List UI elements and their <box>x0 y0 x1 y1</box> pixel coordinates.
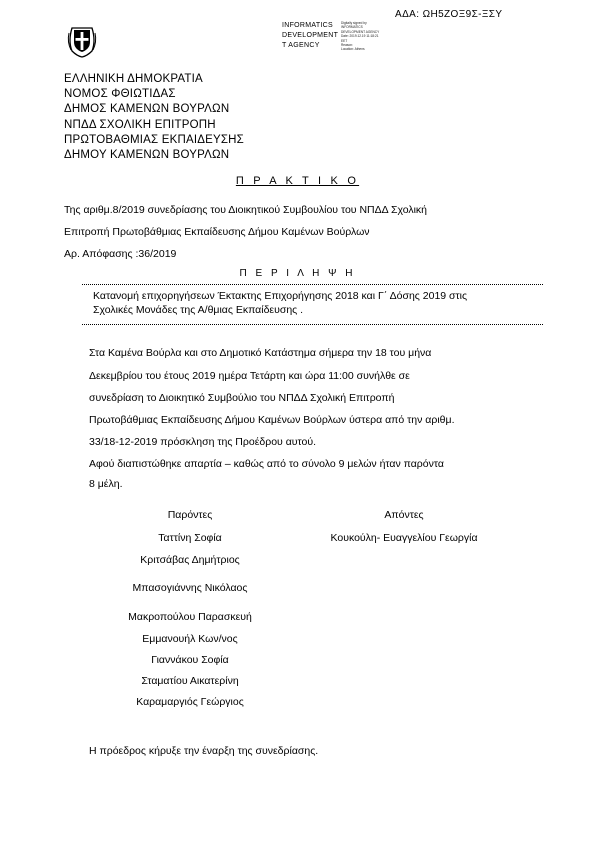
summary-text <box>93 289 467 317</box>
header-line: ΝΠΔΔ ΣΧΟΛΙΚΗ ΕΠΙΤΡΟΠΗ <box>64 118 216 131</box>
intro-line: Επιτροπή Πρωτοβάθμιας Εκπαίδευσης Δήμου Καμένων Βούρλων <box>64 226 370 238</box>
summary-title: Π Ε Ρ Ι Λ Η Ψ Η <box>239 268 356 279</box>
summary-top-divider <box>82 284 543 285</box>
stamp-detail-line: Reason: <box>341 43 353 48</box>
stamp-detail-line: Date: 2019.12.19 11:18:21 <box>341 34 379 39</box>
present-member: Καραμαργιός Γεώργιος <box>136 696 244 708</box>
present-member: Εμμανουήλ Κων/νος <box>142 633 238 645</box>
absent-heading: Απόντες <box>384 509 424 521</box>
header-line: ΕΛΛΗΝΙΚΗ ΔΗΜΟΚΡΑΤΙΑ <box>64 73 203 85</box>
present-member: Μακροπούλου Παρασκευή <box>128 611 252 623</box>
ada-code: ΑΔΑ: ΩΗ5ΖΟΞ9Σ-ΞΣΥ <box>395 9 503 20</box>
header-line: ΠΡΩΤΟΒΑΘΜΙΑΣ ΕΚΠΑΙΔΕΥΣΗΣ <box>64 133 244 146</box>
present-member: Μπασογιάννης Νικόλαος <box>132 582 248 594</box>
present-member: Γιαννάκου Σοφία <box>151 654 229 666</box>
stamp-detail-line: Digitally signed by <box>341 21 367 25</box>
decision-number: Αρ. Απόφασης :36/2019 <box>64 248 177 260</box>
stamp-label-line: INFORMATICS <box>282 22 334 29</box>
summary-line: Σχολικές Μονάδες της Α/θμιας Εκπαίδευσης . <box>93 304 304 316</box>
intro-line: Της αριθμ.8/2019 συνεδρίασης του Διοικητικού Συμβουλίου του ΝΠΔΔ Σχολική <box>64 204 428 216</box>
present-member: Ταττίνη Σοφία <box>158 532 222 544</box>
header-line: ΔΗΜΟΣ ΚΑΜΕΝΩΝ ΒΟΥΡΛΩΝ <box>64 103 230 116</box>
issuer-header <box>64 72 244 163</box>
present-heading: Παρόντες <box>167 509 213 521</box>
stamp-label-line: T AGENCY <box>282 42 320 49</box>
body-line: Στα Καμένα Βούρλα και στο Δημοτικό Κατάστημα σήμερα την 18 του μήνα <box>89 347 432 359</box>
greek-coat-of-arms-icon <box>65 24 99 58</box>
stamp-detail-line: Location: Athens <box>341 47 365 52</box>
closing-statement: Η πρόεδρος κήρυξε την έναρξη της συνεδρίασης. <box>89 745 319 757</box>
stamp-detail-line: EET <box>341 38 348 43</box>
header-line: ΝΟΜΟΣ ΦΘΙΩΤΙΔΑΣ <box>64 88 176 101</box>
document-title <box>0 175 595 187</box>
body-line: Πρωτοβάθμιας Εκπαίδευσης Δήμου Καμένων Βούρλων ύστερα από την αριθμ. <box>89 414 455 426</box>
present-member: Κριτσάβας Δημήτριος <box>140 554 240 566</box>
body-line: 8 μέλη. <box>89 478 123 490</box>
stamp-detail-line: DEVELOPMENT AGENCY <box>341 29 380 34</box>
stamp-label-line: DEVELOPMENT <box>282 32 339 39</box>
signature-stamp-detail <box>341 21 379 52</box>
absent-member: Κουκούλη- Ευαγγελίου Γεωργία <box>330 532 478 544</box>
stamp-detail-line: INFORMATICS <box>341 25 363 30</box>
signature-stamp-label <box>282 21 338 51</box>
present-member: Σταματίου Αικατερίνη <box>141 675 239 687</box>
header-line: ΔΗΜΟΥ ΚΑΜΕΝΩΝ ΒΟΥΡΛΩΝ <box>64 148 230 161</box>
summary-line: Κατανομή επιχορηγήσεων Έκτακτης Επιχορήγησης 2018 και Γ΄ Δόσης 2019 στις <box>93 290 468 302</box>
body-line: 33/18-12-2019 πρόσκληση της Προέδρου αυτού. <box>89 436 317 448</box>
document-title-text: Π Ρ Α Κ Τ Ι Κ Ο <box>235 175 360 187</box>
summary-bottom-divider <box>82 324 543 325</box>
body-line: Αφού διαπιστώθηκε απαρτία – καθώς από το σύνολο 9 μελών ήταν παρόντα <box>89 458 444 470</box>
body-line: συνεδρίαση το Διοικητικό Συμβούλιο του ΝΠΔΔ Σχολική Επιτροπή <box>89 392 395 404</box>
body-line: Δεκεμβρίου του έτους 2019 ημέρα Τετάρτη και ώρα 11:00 συνήλθε σε <box>89 370 410 382</box>
